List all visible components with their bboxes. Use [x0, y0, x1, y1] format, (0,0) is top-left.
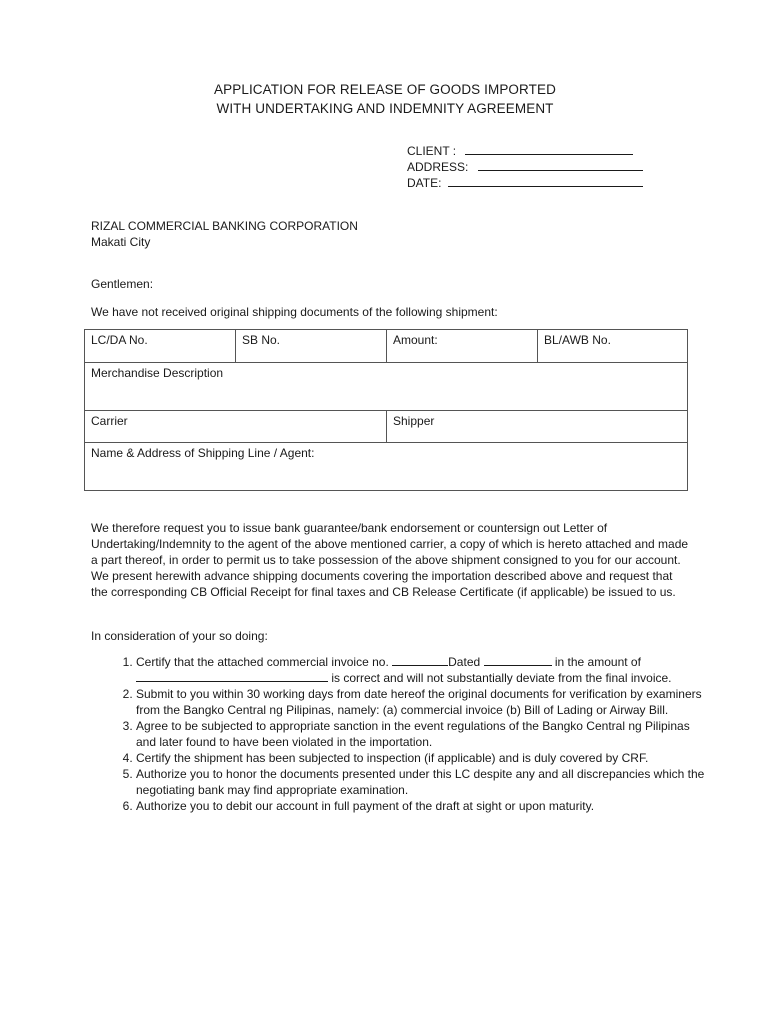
carrier-label: Carrier — [91, 414, 128, 428]
shipper-label: Shipper — [393, 414, 435, 428]
addressee-name: RIZAL COMMERCIAL BANKING CORPORATION — [91, 219, 358, 233]
sb-cell[interactable] — [236, 330, 387, 363]
merchandise-label: Merchandise Description — [91, 366, 224, 380]
list-item: 5. Authorize you to honor the documents presented under this LC despite any and all discrepancies which the negotiating bank may find appropriate examination. — [136, 766, 708, 798]
title-line-1: APPLICATION FOR RELEASE OF GOODS IMPORTED — [214, 82, 556, 97]
shipping-line-cell[interactable] — [85, 443, 688, 491]
list-item: 2. Submit to you within 30 working days from date hereof the original documents for verification by examiners from the Bangko Central ng Pilipinas, namely: (a) commercial invoice (b) Bill of Lading or Airway Bill. — [136, 686, 708, 718]
date-row — [407, 175, 643, 191]
address-row — [407, 159, 643, 175]
invoice-date-field[interactable] — [484, 654, 552, 666]
client-field[interactable] — [465, 143, 633, 155]
carrier-cell[interactable] — [85, 411, 387, 443]
list-item: 3. Agree to be subjected to appropriate sanction in the event regulations of the Bangko Central ng Pilipinas and later found to have been violated in the importation. — [136, 718, 708, 750]
date-field[interactable] — [448, 175, 643, 187]
greeting: Gentlemen: — [91, 277, 154, 291]
invoice-no-field[interactable] — [392, 654, 448, 666]
addressee-city: Makati City — [91, 235, 151, 249]
date-label: DATE: — [407, 176, 442, 190]
invoice-amount-field[interactable] — [136, 670, 328, 682]
client-row — [407, 143, 643, 159]
lc-da-label: LC/DA No. — [91, 333, 148, 347]
intro-text: We have not received original shipping documents of the following shipment: — [91, 305, 498, 319]
amount-cell[interactable] — [387, 330, 538, 363]
request-paragraph: We therefore request you to issue bank guarantee/bank endorsement or countersign out Letter of Undertaking/Indemnity to the agent of the above mentioned carrier, a copy of which is hereto attached and made a part thereof, in order to permit us to take possession of the above shipment consigned to you for our account. We present herewith advance shipping documents covering the importation described above and request that the corresponding CB Official Receipt for final taxes and CB Release Certificate (if applicable) be issued to us. — [91, 521, 689, 599]
shipper-cell[interactable] — [387, 411, 688, 443]
item1-part1: Certify that the attached commercial invoice no. — [136, 655, 389, 669]
client-info-block — [407, 143, 643, 191]
addressee-block — [91, 218, 358, 250]
shipping-line-label: Name & Address of Shipping Line / Agent: — [91, 446, 315, 460]
shipment-table — [84, 329, 688, 491]
bl-awb-label: BL/AWB No. — [544, 333, 611, 347]
lc-da-cell[interactable] — [85, 330, 236, 363]
list-item — [136, 654, 708, 686]
item1-part2: Dated — [448, 655, 481, 669]
item1-part4: is correct and will not substantially deviate from the final invoice. — [331, 671, 672, 685]
item1-part3: in the amount of — [554, 655, 641, 669]
document-title — [0, 80, 770, 118]
sb-label: SB No. — [242, 333, 281, 347]
title-line-2: WITH UNDERTAKING AND INDEMNITY AGREEMENT — [216, 101, 554, 116]
list-item: 6. Authorize you to debit our account in full payment of the draft at sight or upon maturity. — [136, 798, 708, 814]
amount-label: Amount: — [393, 333, 438, 347]
undertaking-list — [108, 654, 708, 814]
merchandise-cell[interactable] — [85, 363, 688, 411]
bl-awb-cell[interactable] — [538, 330, 688, 363]
address-field[interactable] — [478, 159, 643, 171]
list-item: 4. Certify the shipment has been subjected to inspection (if applicable) and is duly covered by CRF. — [136, 750, 708, 766]
address-label: ADDRESS: — [407, 160, 469, 174]
consideration-text: In consideration of your so doing: — [91, 629, 268, 643]
client-label: CLIENT : — [407, 144, 457, 158]
